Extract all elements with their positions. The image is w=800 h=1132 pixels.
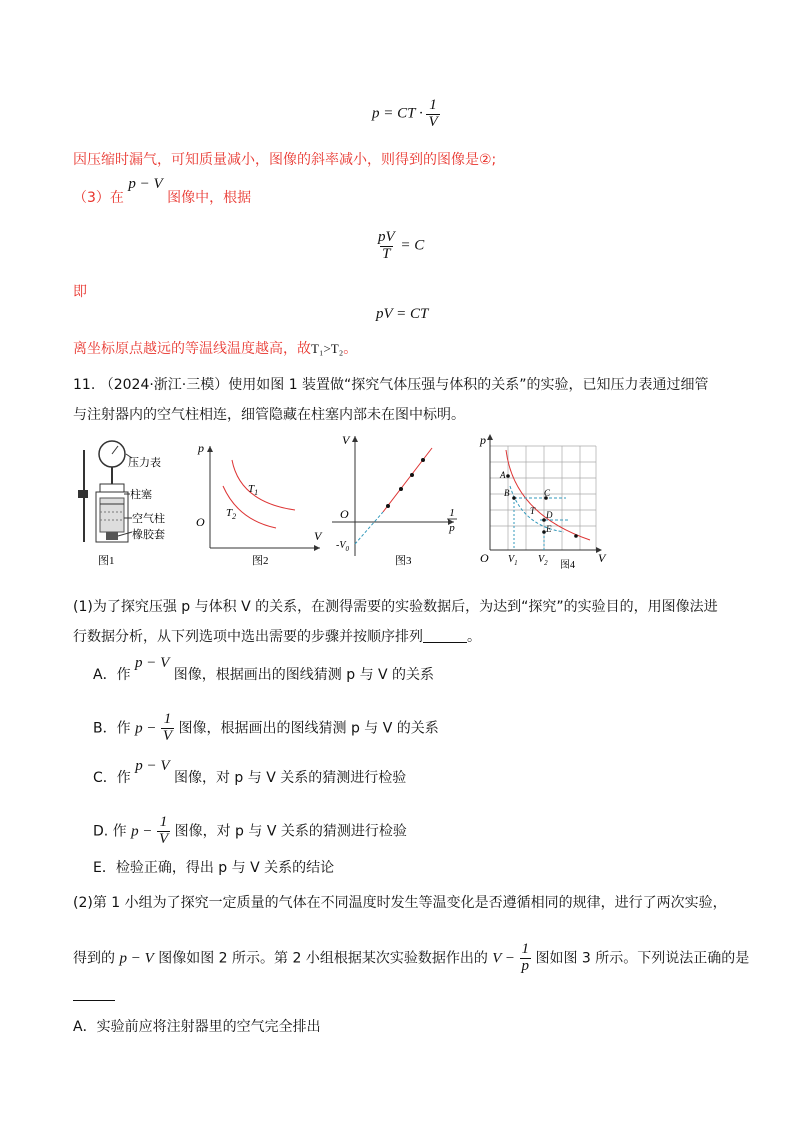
question-stem-2: 与注射器内的空气柱相连，细管隐藏在柱塞内部未在图中标明。 — [73, 407, 465, 423]
svg-text:V2: $V_2$ — [538, 554, 548, 567]
label-plunger: 柱塞 — [130, 489, 152, 501]
q1-line-a: (1)为了探究压强 p 与体积 V 的关系，在测得需要的实验数据后，为达到“探究”的实验目的，用图像法进 — [73, 599, 718, 615]
caption-fig2: 图2 — [252, 555, 269, 567]
svg-text:V: V — [598, 551, 606, 565]
figure-3-linear — [332, 433, 457, 567]
answer-line-1: 因压缩时漏气，可知质量减小，图像的斜率减小，则得到的图像是②; — [73, 152, 497, 168]
answer-line-3: 即 — [73, 284, 87, 300]
svg-text:A: A — [500, 470, 506, 480]
figure-2-isotherms — [196, 441, 323, 567]
q2-line-b: 得到的 p − V 图像如图 2 所示。第 2 小组根据某次实验数据作出的 V − $\frac{1}{p}$ 图如图 3 所示。下列说法正确的是 — [73, 941, 750, 974]
svg-text:-V0: $-V_0$ — [336, 540, 349, 553]
answer-line-2: （3）在 p − V 图像中，根据 — [73, 176, 252, 206]
svg-text:E: E — [546, 524, 552, 534]
svg-text:B: B — [504, 488, 510, 498]
label-air: 空气柱 — [132, 513, 165, 525]
option-b: B．作 p − $\frac{1}{V}$ 图像，根据画出的图线猜测 p 与 V 的关系 — [93, 711, 439, 744]
svg-text:p: p — [198, 441, 204, 455]
label-rubber: 橡胶套 — [132, 529, 165, 541]
caption-fig3: 图3 — [395, 555, 412, 567]
svg-text:1: 1 — [449, 507, 455, 519]
figure-4-grid — [479, 433, 607, 571]
option-a: A．作 p − V 图像，根据画出的图线猜测 p 与 V 的关系 — [93, 655, 435, 683]
figure-row — [70, 432, 730, 572]
caption-fig4: 图4 — [560, 560, 575, 571]
caption-fig1: 图1 — [98, 555, 115, 567]
answer-blank[interactable] — [423, 628, 467, 643]
svg-text:T: T — [530, 506, 536, 516]
svg-text:T1: $T_1$ — [248, 483, 259, 497]
svg-text:V: V — [342, 433, 350, 447]
svg-text:T2: $T_2$ — [226, 507, 237, 521]
svg-text:D: D — [546, 510, 553, 520]
option-d: D. 作 p − $\frac{1}{V}$ 图像，对 p 与 V 关系的猜测进行检验 — [93, 814, 407, 847]
option-c: C．作 p − V 图像，对 p 与 V 关系的猜测进行检验 — [93, 758, 407, 786]
q2-answer-blank[interactable] — [73, 1000, 115, 1001]
option-e: E．检验正确，得出 p 与 V 关系的结论 — [93, 860, 335, 876]
svg-text:V: V — [314, 529, 322, 543]
equation-2: $\frac{pV}{T}$ = C — [378, 229, 425, 262]
equation-1: p = CT · $\frac{1}{V}$ — [372, 97, 438, 130]
q2-line-a: (2)第 1 小组为了探究一定质量的气体在不同温度时发生等温变化是否遵循相同的规律，进行了两次实验， — [73, 895, 727, 911]
svg-text:O: O — [480, 551, 489, 565]
equation-3: pV = CT — [376, 306, 429, 322]
svg-text:V1: $V_1$ — [508, 554, 518, 567]
q2-option-a: A．实验前应将注射器里的空气完全排出 — [73, 1019, 321, 1035]
svg-text:O: O — [340, 507, 349, 521]
svg-text:O: O — [196, 515, 205, 529]
svg-text:C: C — [544, 488, 551, 498]
svg-text:p: p — [449, 522, 455, 534]
question-stem-1: 11. （2024·浙江·三模）使用如图 1 装置做“探究气体压强与体积的关系”的实验，已知压力表通过细管 — [73, 377, 709, 393]
label-gauge: 压力表 — [128, 457, 161, 469]
q1-line-b: 行数据分析，从下列选项中选出需要的步骤并按顺序排列 。 — [73, 629, 481, 645]
svg-text:p: p — [480, 433, 486, 447]
figure-1-apparatus — [78, 441, 165, 567]
answer-line-4: 离坐标原点越远的等温线温度越高，故T₁>T₂。 — [73, 341, 358, 357]
